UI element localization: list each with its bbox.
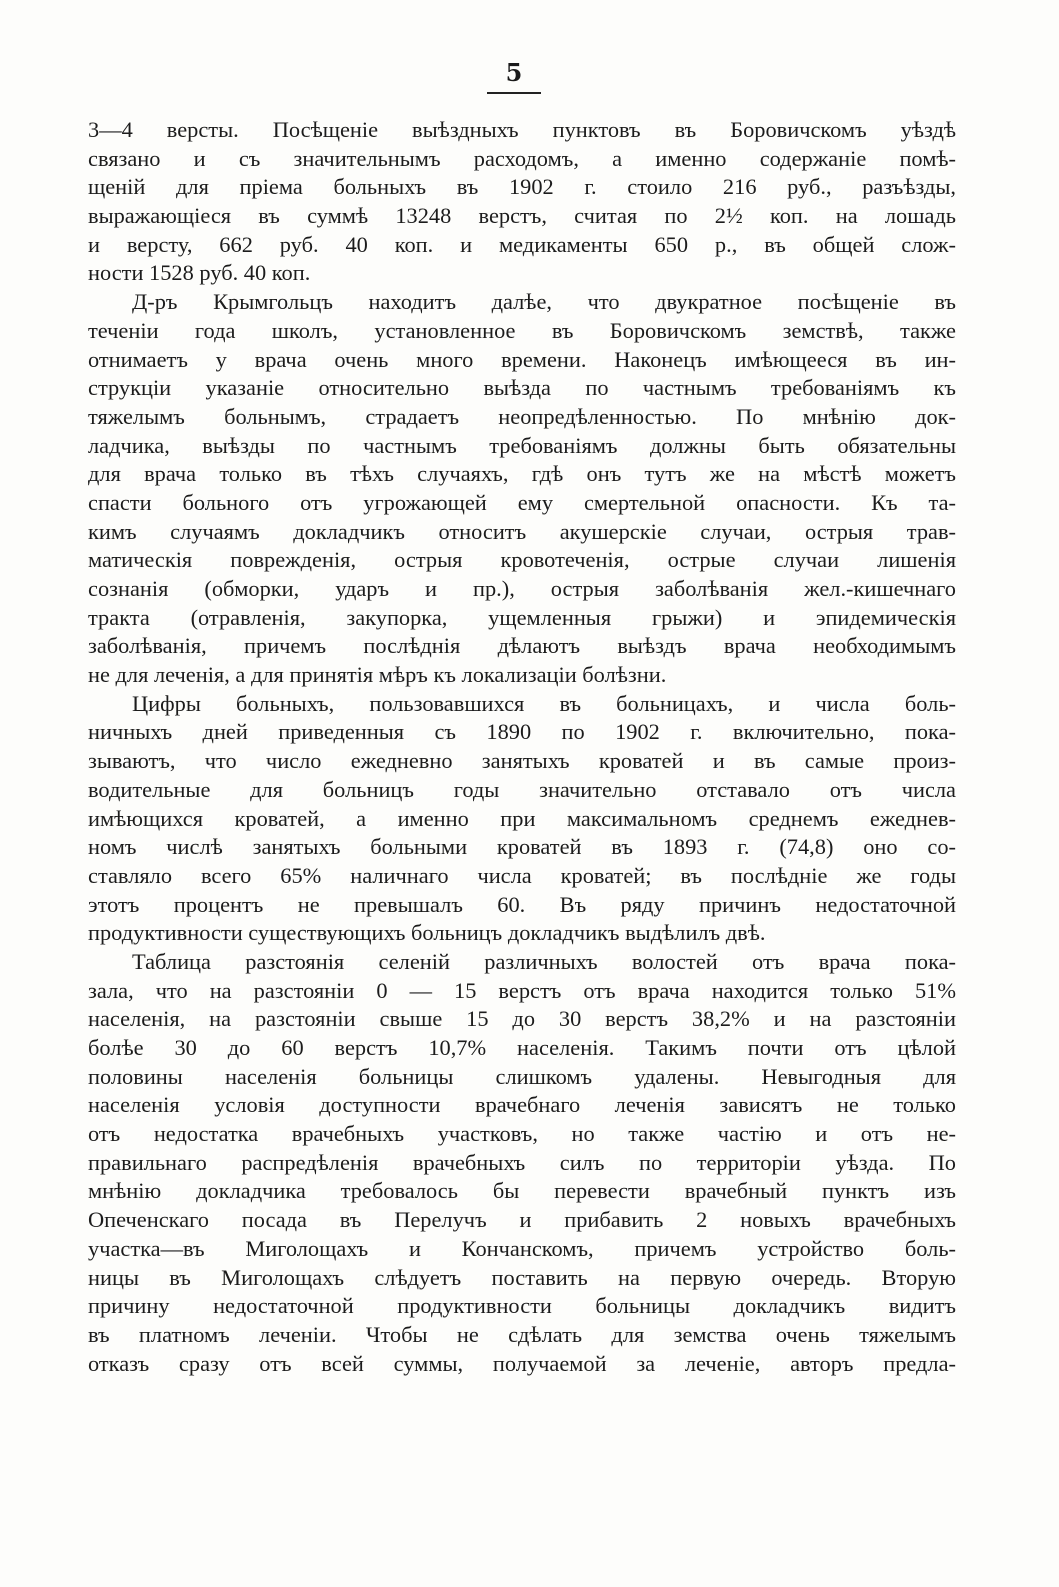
page-number: 5 — [505, 58, 523, 87]
text-line: правильнаго распредѣленія врачебныхъ силъ по территоріи уѣзда. По — [88, 1149, 956, 1175]
text-line: для врача только въ тѣхъ случаяхъ, гдѣ онъ тутъ же на мѣстѣ можетъ — [88, 461, 956, 487]
text-line: продуктивности существующихъ больницъ докладчикъ выдѣлилъ двѣ. — [88, 920, 766, 946]
text-line: причину недостаточной продуктивности больницы докладчикъ видитъ — [88, 1293, 956, 1319]
text-line: имѣющихся кроватей, а именно при максимальномъ среднемъ ежеднев- — [88, 805, 956, 831]
text-line: кимъ случаямъ докладчикъ относитъ акушерскіе случаи, острыя трав- — [88, 518, 956, 544]
text-line: ставляло всего 65% наличнаго числа кроватей; въ послѣдніе же годы — [88, 862, 956, 888]
text-line: теченіи года школъ, установленное въ Боровичскомъ земствѣ, также — [88, 317, 956, 343]
text-line: отъ недостатка врачебныхъ участковъ, но также частію и отъ не- — [88, 1121, 956, 1147]
page-number-rule — [487, 92, 541, 94]
text-line: щеній для пріема больныхъ въ 1902 г. стоило 216 руб., разъѣзды, — [88, 174, 956, 200]
text-line: и версту, 662 руб. 40 коп. и медикаменты 650 р., въ общей слож- — [88, 231, 956, 257]
text-line: болѣе 30 до 60 верстъ 10,7% населенія. Такимъ почти отъ цѣлой — [88, 1035, 956, 1060]
text-line: матическія поврежденія, острыя кровотеченія, острые случаи лишенія — [88, 547, 956, 573]
text-line: сознанія (обморки, ударъ и пр.), острыя заболѣванія жел.-кишечнаго — [88, 576, 956, 601]
text-line: не для леченія, а для принятія мѣръ къ локализаціи болѣзни. — [88, 662, 667, 688]
text-line: отнимаетъ у врача очень много времени. Наконецъ имѣющееся въ ин- — [88, 346, 956, 372]
text-line: 3—4 версты. Посѣщеніе выѣздныхъ пунктовъ въ Боровичскомъ уѣздѣ — [88, 117, 956, 142]
body-text — [88, 116, 956, 1378]
text-line: населенія условія доступности врачебнаго леченія зависятъ не только — [88, 1092, 956, 1118]
text-line: Цифры больныхъ, пользовавшихся въ больницахъ, и числа боль- — [132, 690, 956, 716]
text-line: ницы въ Миголощахъ слѣдуетъ поставить на первую очередь. Вторую — [88, 1264, 956, 1290]
text-line: тракта (отравленія, закупорка, ущемленныя грыжи) и эпидемическія — [88, 604, 956, 630]
text-line: населенія, на разстояніи свыше 15 до 30 верстъ 38,2% и на разстояніи — [88, 1006, 956, 1032]
text-line: мнѣнію докладчика требовалось бы перевести врачебный пунктъ изъ — [88, 1178, 956, 1204]
text-line: участка—въ Миголощахъ и Кончанскомъ, причемъ устройство боль- — [88, 1235, 956, 1261]
text-line: струкціи указаніе относительно выѣзда по частнымъ требованіямъ къ — [88, 375, 956, 401]
text-line: водительные для больницъ годы значительно отставало отъ числа — [88, 776, 956, 802]
text-line: половины населенія больницы слишкомъ удалены. Невыгодныя для — [88, 1063, 956, 1089]
text-line: выражающіеся въ суммѣ 13248 верстъ, считая по 2½ коп. на лошадь — [88, 203, 956, 229]
text-line: отказъ сразу отъ всей суммы, получаемой за леченіе, авторъ предла- — [88, 1350, 956, 1376]
text-line: спасти больного отъ угрожающей ему смертельной опасности. Къ та- — [88, 489, 956, 515]
text-line: зываютъ, что число ежедневно занятыхъ кроватей и въ самые произ- — [88, 748, 956, 774]
text-line: номъ числѣ занятыхъ больными кроватей въ 1893 г. (74,8) оно со- — [88, 834, 956, 860]
text-line: связано и съ значительнымъ расходомъ, а именно содержаніе помѣ- — [88, 145, 956, 171]
text-line: ладчика, выѣзды по частнымъ требованіямъ должны быть обязательны — [88, 432, 956, 458]
text-line: ничныхъ дней приведенныя съ 1890 по 1902 г. включительно, пока- — [88, 719, 956, 745]
text-line: ности 1528 руб. 40 коп. — [88, 260, 311, 286]
text-line: Опеченскаго посада въ Перелучъ и прибавить 2 новыхъ врачебныхъ — [88, 1207, 956, 1233]
text-line: Д-ръ Крымгольцъ находитъ далѣе, что двукратное посѣщеніе въ — [132, 289, 956, 315]
text-line: этотъ процентъ не превышалъ 60. Въ ряду причинъ недостаточной — [88, 891, 956, 917]
text-line: Таблица разстоянія селеній различныхъ волостей отъ врача пока- — [132, 948, 956, 974]
text-line: тяжелымъ больнымъ, страдаетъ неопредѣленностью. По мнѣнію док- — [88, 403, 956, 429]
text-line: въ платномъ леченіи. Чтобы не сдѣлать для земства очень тяжелымъ — [88, 1321, 956, 1347]
text-line: зала, что на разстояніи 0 — 15 верстъ отъ врача находится только 51% — [88, 977, 956, 1003]
text-line: заболѣванія, причемъ послѣднія дѣлаютъ выѣздъ врача необходимымъ — [88, 633, 956, 659]
